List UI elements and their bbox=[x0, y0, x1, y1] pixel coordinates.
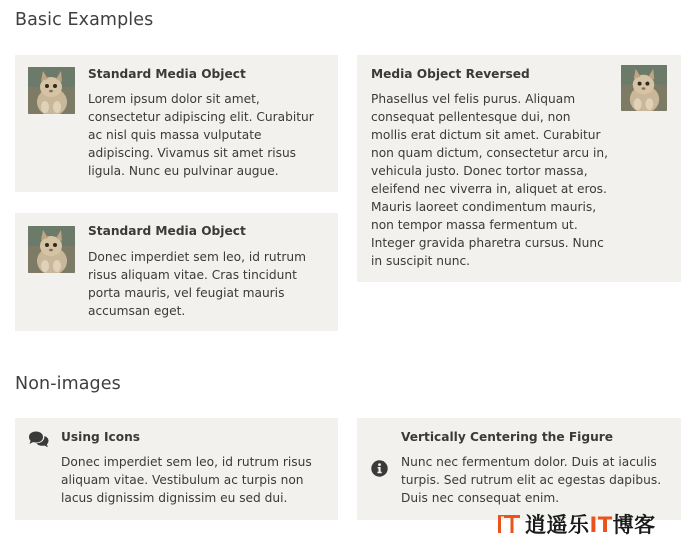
media-title: Using Icons bbox=[61, 430, 141, 444]
media-card-standard-2 bbox=[15, 213, 338, 331]
media-title: Standard Media Object bbox=[88, 224, 246, 238]
comments-icon bbox=[28, 431, 49, 452]
info-circle-icon bbox=[371, 460, 388, 481]
section-title-nonimages: Non-images bbox=[15, 374, 121, 394]
watermark-text bbox=[525, 509, 656, 539]
media-title: Standard Media Object bbox=[88, 67, 246, 81]
site-watermark-logo bbox=[497, 510, 656, 538]
media-title: Media Object Reversed bbox=[371, 67, 530, 81]
media-body-text: Nunc nec fermentum dolor. Duis at iaculis turpis. Sed rutrum elit ac egestas dapibus. Duis nec consequat enim. bbox=[401, 455, 662, 505]
media-body-text: Donec imperdiet sem leo, id rutrum risus aliquam vitae. Vestibulum ac turpis non lacus dignissim dignissim eu sed dui. bbox=[61, 455, 312, 505]
watermark-it: IT bbox=[589, 513, 613, 537]
cat-thumbnail-image bbox=[621, 65, 667, 111]
media-title: Vertically Centering the Figure bbox=[401, 430, 614, 444]
media-card-reversed bbox=[357, 55, 681, 282]
section-title-basic: Basic Examples bbox=[15, 10, 154, 30]
cat-thumbnail-image bbox=[28, 226, 75, 273]
watermark-suffix: 博客 bbox=[612, 513, 656, 537]
media-body-text: Lorem ipsum dolor sit amet, consectetur adipiscing elit. Curabitur ac nisl quis massa vulputate adipiscing. Vivamus sit amet risus ligula. Nunc eu pulvinar augue. bbox=[88, 92, 314, 178]
media-card-using-icons bbox=[15, 418, 338, 520]
media-body-text: Phasellus vel felis purus. Aliquam consequat pellentesque dui, non mollis erat dictum sit amet. Curabitur non quam dictum, consectetur arcu in, vehicula justo. Donec tortor massa, eleifend nec viverra in, aliquet at eros. Mauris laoreet condimentum mauris, non tempor massa fermentum ut. Integer gravida pharetra cursus. Nunc in suscipit nunc. bbox=[371, 92, 608, 268]
watermark-prefix: 逍遥乐 bbox=[525, 513, 590, 537]
media-card-standard-1 bbox=[15, 55, 338, 192]
cat-thumbnail-image bbox=[28, 67, 75, 114]
media-card-vertical-centering bbox=[357, 418, 681, 520]
media-body-text: Donec imperdiet sem leo, id rutrum risus aliquam vitae. Cras tincidunt porta mauris, vel feugiat mauris accumsan eget. bbox=[88, 250, 307, 318]
it-logo-icon bbox=[497, 513, 521, 535]
